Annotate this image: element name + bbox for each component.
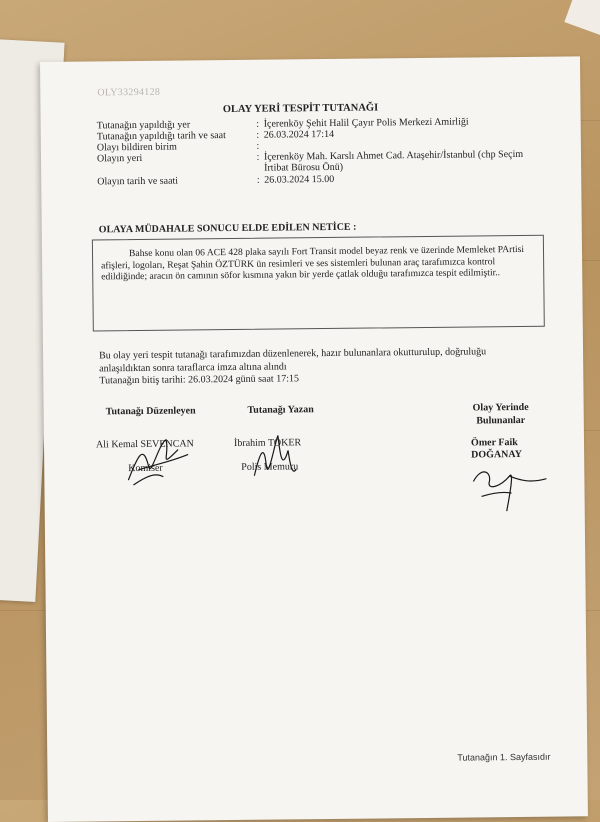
field-label: Olayı bildiren birim	[96, 141, 177, 154]
signature-section	[95, 401, 566, 475]
present-name-line: DOĞANAY	[471, 448, 522, 461]
present-heading	[461, 401, 541, 428]
field-value: İçerenköy Mah. Karslı Ahmet Cad. Ataşehir/İstanbul (chp Seçim İrtibat Bürosu Önü)	[263, 148, 524, 174]
result-box	[92, 235, 545, 332]
result-text: Bahse konu olan 06 ACE 428 plaka sayılı Fort Transit model beyaz renk ve üzerinde Memleket PArtisi afişleri, logoları, Reşat Şahin ÖZTÜRK ün resimleri ve ses sistemleri bulunan araç tarafımızca kontrol edildiğinde; aracın ön camının söfor kısmına yakın bir yerde çatlak olduğu tarafımızca tespit edilmiştir..	[101, 243, 525, 283]
info-fields	[97, 116, 528, 187]
present-heading-line: Bulunanlar	[476, 414, 526, 427]
closing-line: Bu olay yeri tespit tutanağı tarafımızdan düzenlenerek, hazır bulunanlara okutturulup, doğruluğu	[99, 346, 487, 362]
field-value: İçerenköy Şehit Halil Çayır Polis Merkezi Amirliği	[263, 116, 469, 130]
preparer-role: Komiser	[128, 462, 163, 475]
end-date-line: Tutanağın bitiş tarihi: 26.03.2024 günü saat 17:15	[99, 373, 300, 387]
field-row	[97, 149, 527, 176]
writer-heading: Tutanağı Yazan	[247, 404, 314, 416]
background-paper-corner	[564, 0, 600, 36]
preparer-name: Ali Kemal SEVENCAN	[95, 438, 194, 451]
present-signature	[461, 441, 552, 517]
field-separator: :	[256, 129, 260, 141]
page-footer: Tutanağın 1. Sayfasıdır	[457, 751, 551, 763]
field-separator: :	[256, 174, 260, 186]
field-label: Olayın tarih ve saati	[97, 175, 179, 188]
field-separator: :	[256, 151, 260, 163]
writer-signature	[244, 425, 305, 486]
section-title: OLAYA MÜDAHALE SONUCU ELDE EDİLEN NETİCE :	[98, 221, 357, 236]
reference-number: OLY33294128	[97, 86, 161, 99]
field-label: Tutanağın yapıldığı tarih ve saat	[96, 130, 226, 143]
field-separator: :	[256, 140, 260, 152]
closing-statement	[99, 346, 529, 388]
present-name-line: Ömer Faik	[470, 437, 518, 449]
present-heading-line: Olay Yerinde	[472, 401, 529, 414]
preparer-heading: Tutanağı Düzenleyen	[105, 405, 196, 418]
writer-role: Polis Memuru	[241, 461, 299, 473]
document-page	[40, 56, 588, 822]
field-separator: :	[256, 118, 260, 130]
field-label: Tutanağın yapıldığı yer	[96, 119, 191, 132]
document-title: OLAY YERİ TESPİT TUTANAĞI	[222, 102, 379, 116]
field-value: 26.03.2024 15.00	[264, 173, 335, 186]
writer-name: İbrahim TOKER	[233, 437, 302, 449]
closing-line: anlaşıldıktan sonra taraflarca imza altına alındı	[99, 360, 287, 374]
field-value: 26.03.2024 17:14	[263, 128, 335, 141]
preparer-signature	[118, 424, 199, 495]
field-label: Olayın yeri	[96, 152, 143, 165]
